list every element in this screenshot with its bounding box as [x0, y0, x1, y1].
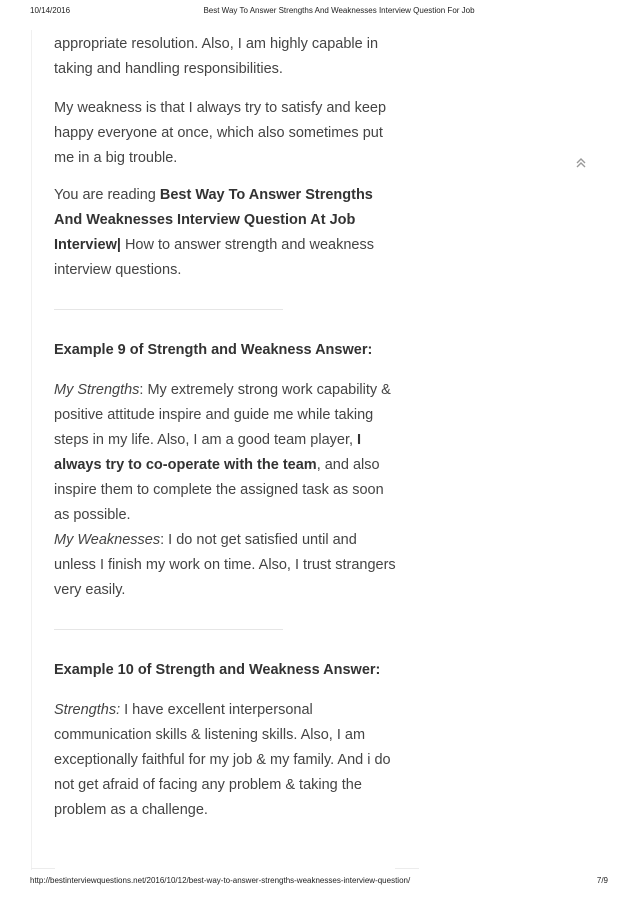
- strengths-label: My Strengths: [54, 382, 140, 398]
- weaknesses-label: My Weaknesses: [54, 532, 161, 548]
- frame-edge-left: [31, 868, 55, 869]
- reading-suffix: How to answer strength and weakness interview questions.: [54, 237, 374, 278]
- strengths-text: : My extremely strong work capability & positive attitude inspire and guide me while taking steps in my life. Also, I am a good team player,: [54, 382, 391, 448]
- scroll-to-top-button[interactable]: [574, 156, 588, 170]
- print-footer: [0, 876, 638, 890]
- page-number: 7/9: [596, 876, 608, 885]
- paragraph-you-are-reading: [54, 183, 399, 283]
- strengths-label: Strengths:: [54, 702, 121, 718]
- paragraph-weakness: My weakness is that I always try to satisfy and keep happy everyone at once, which also sometimes put me in a big trouble.: [54, 100, 387, 166]
- reading-prefix: You are reading: [54, 187, 160, 203]
- example-9-strengths: [54, 378, 399, 528]
- double-chevron-up-icon: [574, 156, 588, 170]
- section-divider: [54, 309, 283, 310]
- example-9-heading: Example 9 of Strength and Weakness Answer:: [54, 342, 373, 358]
- print-url: http://bestinterviewquestions.net/2016/10/12/best-way-to-answer-strengths-weaknesses-interview-question/: [30, 876, 411, 885]
- print-date: 10/14/2016: [30, 6, 71, 15]
- print-title: Best Way To Answer Strengths And Weaknesses Interview Question For Job: [203, 6, 475, 15]
- section-divider: [54, 629, 283, 630]
- reading-article-title: Best Way To Answer Strengths And Weaknesses Interview Question At Job Interview|: [54, 187, 373, 253]
- weaknesses-text: : I do not get satisfied until and unless I finish my work on time. Also, I trust strangers very easily.: [54, 532, 396, 598]
- strengths-bold-text: I always try to co-operate with the team: [54, 432, 362, 473]
- strengths-text-end: , and also inspire them to complete the assigned task as soon as possible.: [54, 457, 384, 523]
- article-body: [54, 32, 399, 823]
- paragraph-strength-continued: appropriate resolution. Also, I am highly capable in taking and handling responsibilities.: [54, 36, 379, 77]
- print-header: [0, 6, 638, 20]
- example-10-strengths: [54, 698, 399, 823]
- example-9-weaknesses: [54, 528, 399, 603]
- strengths-text: I have excellent interpersonal communication skills & listening skills. Also, I am exceptionally faithful for my job & my family. And i do not get afraid of facing any problem & taking the problem as a challenge.: [54, 702, 391, 818]
- frame-edge-right: [395, 868, 419, 869]
- example-10-heading: Example 10 of Strength and Weakness Answer:: [54, 662, 381, 678]
